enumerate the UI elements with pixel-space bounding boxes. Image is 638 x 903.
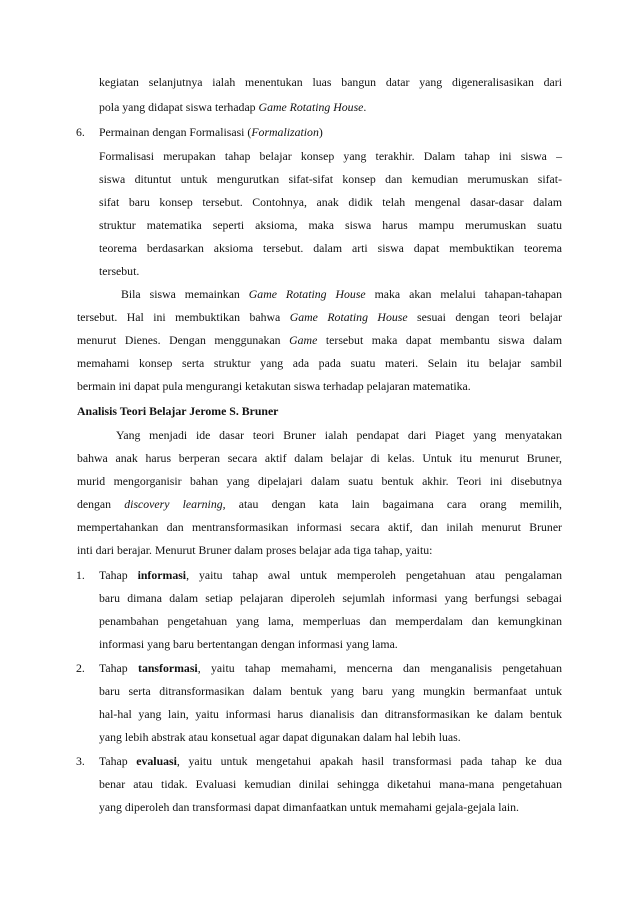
body-line: tersebut.: [99, 264, 140, 278]
body-line: mempertahankan dan mentransformasikan informasi secara aktif, dan inilah menurut Bruner: [77, 520, 562, 534]
list-item-title: Permainan dengan Formalisasi (Formalization): [99, 125, 323, 139]
body-line: yang diperoleh dan transformasi dapat dimanfaatkan untuk memahami gejala-gejala lain.: [99, 800, 519, 814]
body-line: Formalisasi merupakan tahap belajar konsep yang terakhir. Dalam tahap ini siswa –: [99, 149, 562, 163]
list-number: 1.: [76, 568, 85, 582]
body-line: Bila siswa memainkan Game Rotating House maka akan melalui tahapan-tahapan: [121, 287, 562, 301]
body-line: informasi yang baru bertentangan dengan informasi yang lama.: [99, 637, 398, 651]
body-line: Yang menjadi ide dasar teori Bruner ialah pendapat dari Piaget yang menyatakan: [116, 428, 562, 442]
body-line: benar atau tidak. Evaluasi kemudian dinilai sehingga diketahui mana-mana pengetahuan: [99, 777, 562, 791]
section-heading: Analisis Teori Belajar Jerome S. Bruner: [77, 404, 279, 418]
list-number: 2.: [76, 661, 85, 675]
body-line: dengan discovery learning, atau dengan kata lain bagaimana cara orang memilih,: [77, 497, 563, 511]
body-line: menurut Dienes. Dengan menggunakan Game tersebut maka dapat membantu siswa dalam: [77, 333, 562, 347]
body-line: sifat baru konsep tersebut. Contohnya, anak didik telah mengenal dasar-dasar dalam: [99, 195, 562, 209]
body-line: penambahan pengetahuan yang lama, memperluas dan memperdalam dan kemungkinan: [99, 614, 562, 628]
body-line: teorema berdasarkan aksioma tersebut. dalam arti siswa dapat membuktikan teorema: [99, 241, 562, 255]
list-item-first-line: Tahap evaluasi, yaitu untuk mengetahui apakah hasil transformasi pada tahap ke dua: [99, 754, 562, 768]
body-line: bermain ini dapat pula mengurangi ketakutan siswa terhadap pelajaran matematika.: [77, 379, 471, 393]
body-line: baru dimana dalam setiap pelajaran diperoleh sejumlah informasi yang berfungsi sebagai: [99, 591, 562, 605]
body-line: kegiatan selanjutnya ialah menentukan luas bangun datar yang digeneralisasikan dari: [99, 75, 562, 89]
list-number: 3.: [76, 754, 85, 768]
body-line: bahwa anak harus berperan secara aktif dalam belajar di kelas. Untuk itu menurut Bruner,: [77, 451, 562, 465]
list-item-first-line: Tahap tansformasi, yaitu tahap memahami, mencerna dan menganalisis pengetahuan: [99, 661, 562, 675]
body-line: yang lebih abstrak atau konsetual agar dapat digunakan dalam hal lebih luas.: [99, 730, 461, 744]
body-line: pola yang didapat siswa terhadap Game Rotating House.: [99, 100, 367, 114]
body-line: memahami konsep serta struktur yang ada pada suatu materi. Selain itu belajar sambil: [77, 356, 562, 370]
list-item-first-line: Tahap informasi, yaitu tahap awal untuk memperoleh pengetahuan atau pengalaman: [99, 568, 562, 582]
body-line: siswa dituntut untuk mengurutkan sifat-sifat konsep dan kemudian merumuskan sifat-: [99, 172, 562, 186]
body-line: murid mengorganisir bahan yang dipelajari dalam suatu bentuk akhir. Teori ini disebutnya: [77, 474, 562, 488]
body-line: struktur matematika seperti aksioma, maka siswa harus mampu merumuskan suatu: [99, 218, 562, 232]
body-line: baru serta ditransformasikan dalam bentuk yang baru yang mungkin bermanfaat untuk: [99, 684, 562, 698]
body-line: inti dari berajar. Menurut Bruner dalam proses belajar ada tiga tahap, yaitu:: [77, 543, 433, 557]
body-line: tersebut. Hal ini membuktikan bahwa Game Rotating House sesuai dengan teori belajar: [77, 310, 562, 324]
list-number: 6.: [76, 125, 85, 139]
body-line: hal-hal yang lain, yaitu informasi harus dianalisis dan ditransformasikan ke dalam bentuk: [99, 707, 562, 721]
